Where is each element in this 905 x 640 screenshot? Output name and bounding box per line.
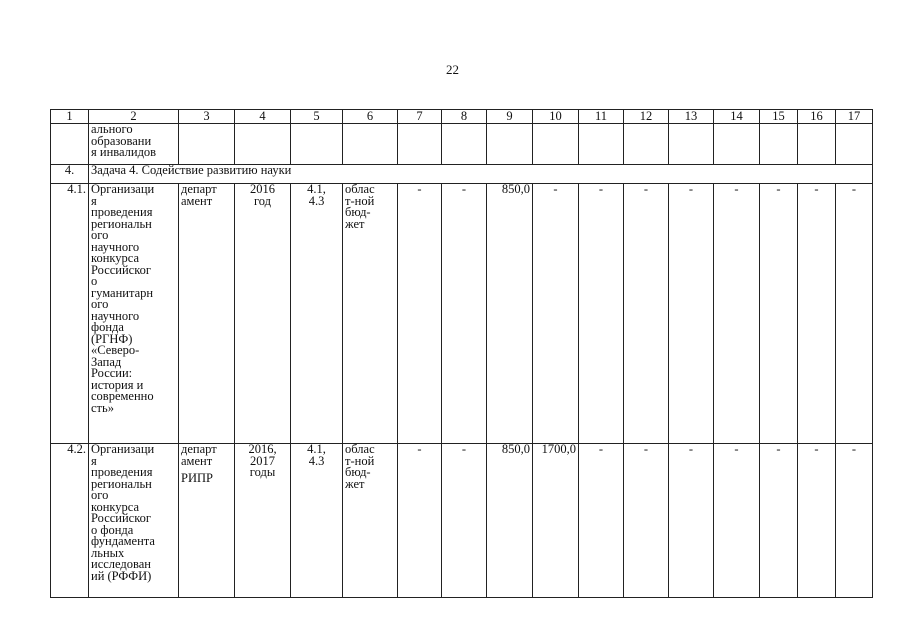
row-col8: - bbox=[442, 444, 487, 598]
table-cell bbox=[533, 124, 579, 165]
header-cell: 13 bbox=[669, 110, 714, 124]
table-cell bbox=[291, 124, 343, 165]
row-col17: - bbox=[836, 444, 873, 598]
header-cell: 1 bbox=[51, 110, 89, 124]
header-cell: 6 bbox=[343, 110, 398, 124]
header-cell: 5 bbox=[291, 110, 343, 124]
table-cell bbox=[714, 124, 760, 165]
row-col14: - bbox=[714, 444, 760, 598]
row-col9: 850,0 bbox=[487, 444, 533, 598]
table-cell bbox=[579, 124, 624, 165]
table-cell bbox=[487, 124, 533, 165]
program-table bbox=[50, 109, 873, 598]
header-cell: 12 bbox=[624, 110, 669, 124]
header-cell: 16 bbox=[798, 110, 836, 124]
header-cell: 15 bbox=[760, 110, 798, 124]
row-col12: - bbox=[624, 184, 669, 444]
row-indicators: 4.1, 4.3 bbox=[291, 444, 343, 598]
table-row bbox=[51, 184, 873, 444]
table-cell bbox=[624, 124, 669, 165]
table-row-continuation bbox=[51, 124, 873, 165]
header-cell: 8 bbox=[442, 110, 487, 124]
row-col10: - bbox=[533, 184, 579, 444]
row-source: облас т-ной бюд- жет bbox=[343, 444, 398, 598]
row-number: 4.1. bbox=[51, 184, 89, 444]
row-indicators: 4.1, 4.3 bbox=[291, 184, 343, 444]
header-cell: 9 bbox=[487, 110, 533, 124]
header-cell: 3 bbox=[179, 110, 235, 124]
table-cell bbox=[836, 124, 873, 165]
row-col15: - bbox=[760, 444, 798, 598]
row-col11: - bbox=[579, 444, 624, 598]
row-executor-extra: РИПР bbox=[181, 471, 213, 485]
header-cell: 14 bbox=[714, 110, 760, 124]
row-col8: - bbox=[442, 184, 487, 444]
row-name: Организаци я проведения региональн ого научного конкурса Российског о гуманитарн ого научного фонда (РГНФ) «Северо- Запад России: история и современно сть» bbox=[89, 184, 179, 444]
continuation-name-cell: ального образовани я инвалидов bbox=[89, 124, 179, 165]
task-number: 4. bbox=[51, 165, 89, 184]
row-executor-text: департ амент bbox=[181, 443, 217, 468]
table-row bbox=[51, 444, 873, 598]
row-col17: - bbox=[836, 184, 873, 444]
row-executor bbox=[179, 444, 235, 598]
task-title: Задача 4. Содействие развитию науки bbox=[89, 165, 873, 184]
row-col9: 850,0 bbox=[487, 184, 533, 444]
table-cell bbox=[235, 124, 291, 165]
table-cell bbox=[398, 124, 442, 165]
table-cell bbox=[343, 124, 398, 165]
row-col16: - bbox=[798, 444, 836, 598]
row-col16: - bbox=[798, 184, 836, 444]
row-executor-text: департ амент bbox=[181, 183, 217, 208]
row-period: 2016 год bbox=[235, 184, 291, 444]
row-col15: - bbox=[760, 184, 798, 444]
table-cell bbox=[669, 124, 714, 165]
row-col13: - bbox=[669, 444, 714, 598]
row-name: Организаци я проведения региональн ого конкурса Российског о фонда фундамента льных исследован ий (РФФИ) bbox=[89, 444, 179, 598]
row-col7: - bbox=[398, 184, 442, 444]
header-row bbox=[51, 110, 873, 124]
row-col10: 1700,0 bbox=[533, 444, 579, 598]
header-cell: 4 bbox=[235, 110, 291, 124]
row-col14: - bbox=[714, 184, 760, 444]
task-row bbox=[51, 165, 873, 184]
row-col13: - bbox=[669, 184, 714, 444]
table-cell bbox=[442, 124, 487, 165]
row-col11: - bbox=[579, 184, 624, 444]
row-col7: - bbox=[398, 444, 442, 598]
row-source: облас т-ной бюд- жет bbox=[343, 184, 398, 444]
row-number: 4.2. bbox=[51, 444, 89, 598]
header-cell: 2 bbox=[89, 110, 179, 124]
row-col12: - bbox=[624, 444, 669, 598]
table-cell bbox=[760, 124, 798, 165]
table-cell bbox=[51, 124, 89, 165]
row-period: 2016, 2017 годы bbox=[235, 444, 291, 598]
row-executor bbox=[179, 184, 235, 444]
header-cell: 7 bbox=[398, 110, 442, 124]
table-cell bbox=[798, 124, 836, 165]
page-number: 22 bbox=[446, 62, 459, 77]
header-cell: 17 bbox=[836, 110, 873, 124]
table-cell bbox=[179, 124, 235, 165]
header-cell: 10 bbox=[533, 110, 579, 124]
header-cell: 11 bbox=[579, 110, 624, 124]
